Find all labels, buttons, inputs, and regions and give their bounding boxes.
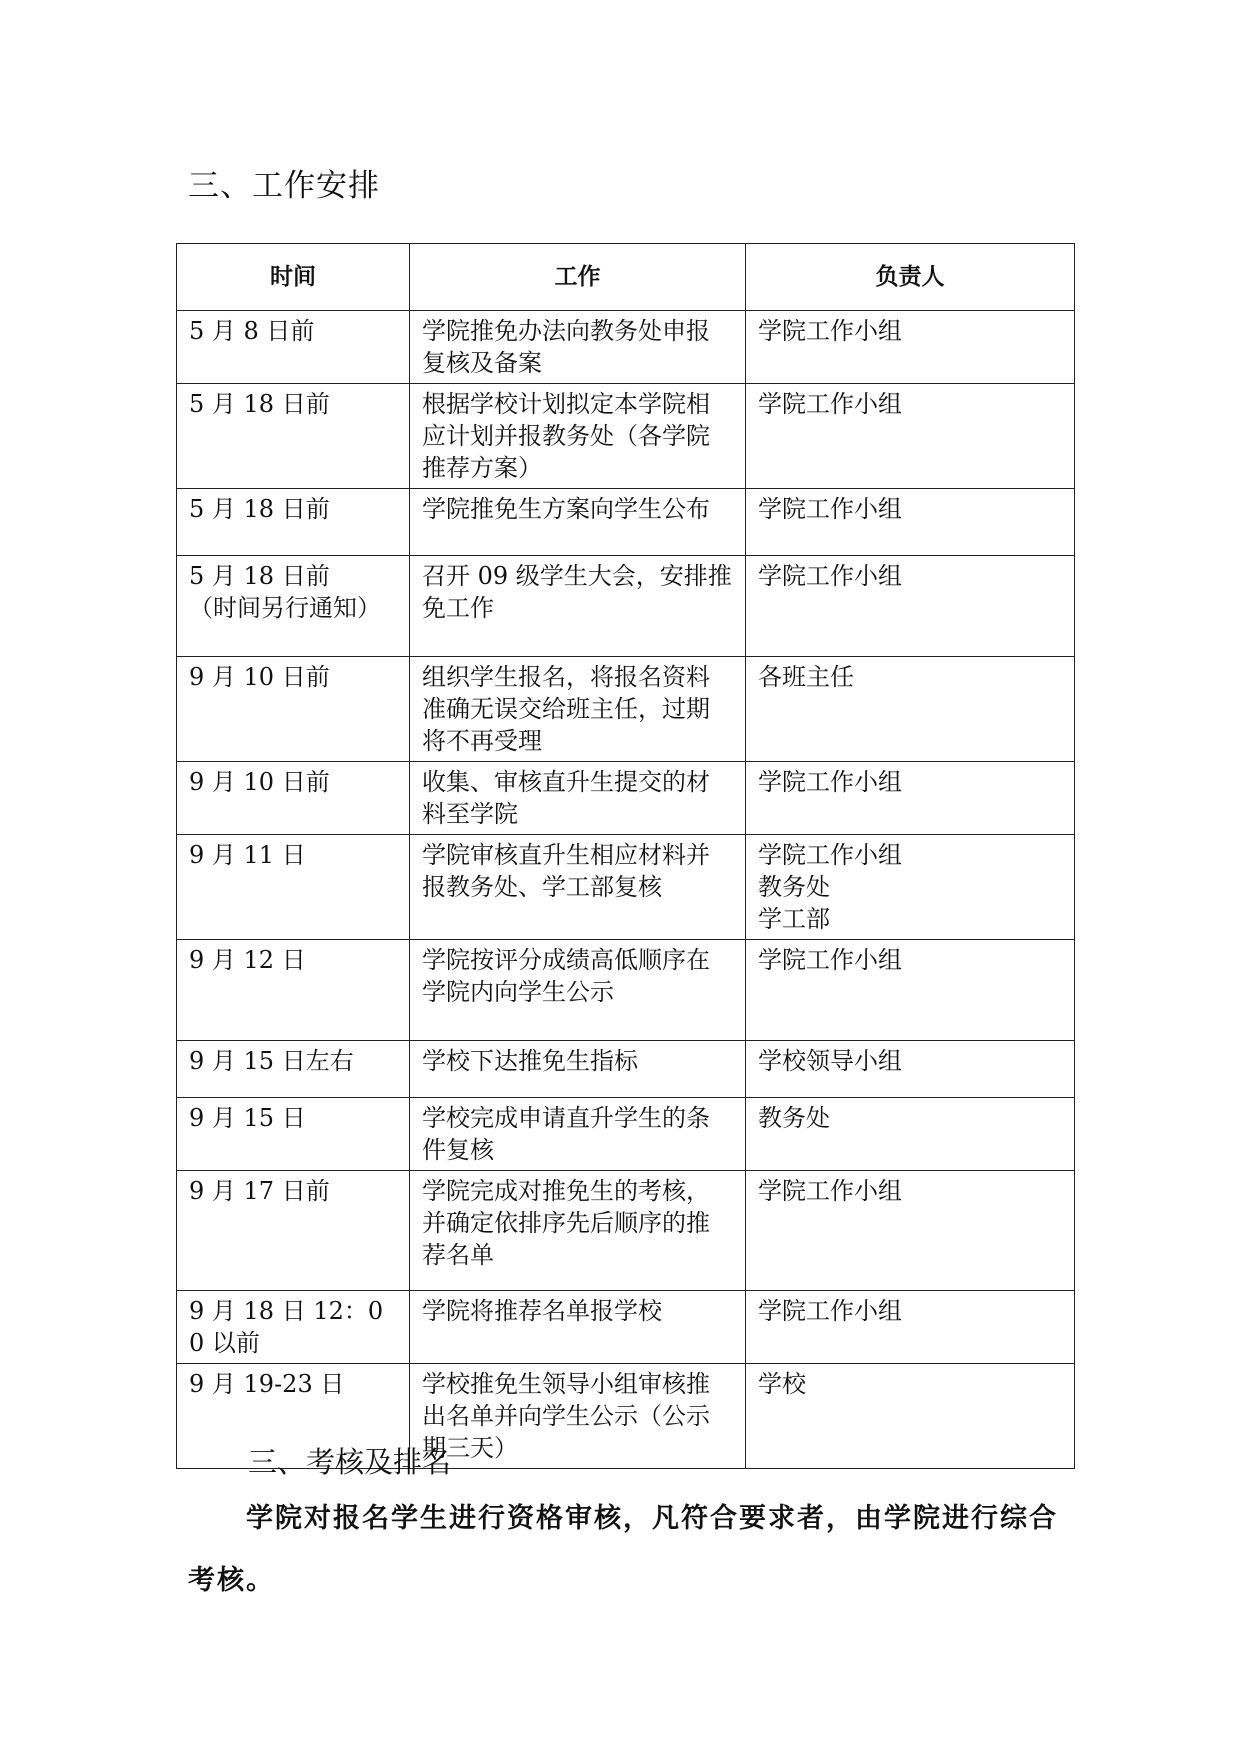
header-owner: 负责人 xyxy=(746,244,1075,311)
time-text: 5 月 18 日前 xyxy=(189,562,330,590)
cell-owner xyxy=(746,489,1075,556)
table-row xyxy=(177,556,1075,657)
owner-text: 学院工作小组 xyxy=(758,495,902,523)
cell-owner xyxy=(746,1291,1075,1364)
time-text: 9 月 10 日前 xyxy=(189,768,330,796)
time-text: 5 月 8 日前 xyxy=(189,317,315,345)
owner-text: 教务处 xyxy=(758,1104,830,1132)
cell-work: 学校下达推免生指标 xyxy=(410,1041,746,1098)
table-row xyxy=(177,940,1075,1041)
cell-time xyxy=(177,489,410,556)
table-row xyxy=(177,384,1075,489)
cell-time xyxy=(177,657,410,762)
header-work: 工作 xyxy=(410,244,746,311)
cell-work: 召开 09 级学生大会，安排推免工作 xyxy=(410,556,746,657)
owner-text: 各班主任 xyxy=(758,663,854,691)
owner-text: 学校领导小组 xyxy=(758,1047,902,1075)
cell-work: 组织学生报名，将报名资料准确无误交给班主任，过期将不再受理 xyxy=(410,657,746,762)
owner-text: 学院工作小组 xyxy=(758,768,902,796)
time-text: 5 月 18 日前 xyxy=(189,390,330,418)
assessment-paragraph: 学院对报名学生进行资格审核，凡符合要求者，由学院进行综合考核。 xyxy=(188,1503,1058,1596)
section2-title: 三、考核及排名 xyxy=(248,1445,452,1479)
cell-owner xyxy=(746,311,1075,384)
table-row xyxy=(177,311,1075,384)
cell-owner xyxy=(746,1041,1075,1098)
time-text: 9 月 12 日 xyxy=(189,946,306,974)
time-text: 9 月 19-23 日 xyxy=(189,1370,345,1398)
cell-time xyxy=(177,556,410,657)
cell-owner xyxy=(746,657,1075,762)
cell-owner xyxy=(746,1171,1075,1291)
owner-text: 学院工作小组 xyxy=(758,390,902,418)
cell-time xyxy=(177,384,410,489)
table-row xyxy=(177,657,1075,762)
section-title: 三、工作安排 xyxy=(188,168,380,204)
header-time: 时间 xyxy=(177,244,410,311)
cell-owner xyxy=(746,1098,1075,1171)
time-text: （时间另行通知） xyxy=(189,594,381,622)
cell-work: 根据学校计划拟定本学院相应计划并报教务处（各学院推荐方案） xyxy=(410,384,746,489)
owner-text: 学院工作小组 xyxy=(758,317,902,345)
time-text: 9 月 11 日 xyxy=(189,841,306,869)
cell-work: 学院完成对推免生的考核，并确定依排序先后顺序的推荐名单 xyxy=(410,1171,746,1291)
cell-work: 学院按评分成绩高低顺序在学院内向学生公示 xyxy=(410,940,746,1041)
cell-work: 学院推免生方案向学生公布 xyxy=(410,489,746,556)
cell-owner xyxy=(746,835,1075,940)
owner-text: 教务处 xyxy=(758,873,830,901)
cell-work: 学校完成申请直升学生的条件复核 xyxy=(410,1098,746,1171)
cell-time xyxy=(177,1098,410,1171)
cell-time xyxy=(177,1041,410,1098)
cell-owner xyxy=(746,1364,1075,1469)
cell-time xyxy=(177,835,410,940)
time-text: 9 月 18 日 12：00 以前 xyxy=(189,1297,384,1357)
cell-work: 学院推免办法向教务处申报复核及备案 xyxy=(410,311,746,384)
cell-time xyxy=(177,762,410,835)
time-text: 9 月 15 日 xyxy=(189,1104,306,1132)
cell-time xyxy=(177,1171,410,1291)
cell-owner xyxy=(746,762,1075,835)
cell-owner xyxy=(746,940,1075,1041)
table-row xyxy=(177,1291,1075,1364)
table-row xyxy=(177,835,1075,940)
owner-text: 学院工作小组 xyxy=(758,946,902,974)
owner-text: 学院工作小组 xyxy=(758,562,902,590)
cell-owner xyxy=(746,556,1075,657)
cell-time xyxy=(177,1291,410,1364)
time-text: 9 月 10 日前 xyxy=(189,663,330,691)
cell-time xyxy=(177,940,410,1041)
cell-work: 学院将推荐名单报学校 xyxy=(410,1291,746,1364)
time-text: 9 月 17 日前 xyxy=(189,1177,330,1205)
time-text: 9 月 15 日左右 xyxy=(189,1047,354,1075)
table-row xyxy=(177,489,1075,556)
owner-text: 学校 xyxy=(758,1370,806,1398)
table-row xyxy=(177,1171,1075,1291)
table-row xyxy=(177,1041,1075,1098)
schedule-table xyxy=(176,243,1075,1469)
table-header-row xyxy=(177,244,1075,311)
cell-work: 学院审核直升生相应材料并报教务处、学工部复核 xyxy=(410,835,746,940)
owner-text: 学院工作小组 xyxy=(758,1297,902,1325)
cell-work: 学校推免生领导小组审核推出名单并向学生公示（公示期三天） xyxy=(410,1364,746,1469)
time-text: 5 月 18 日前 xyxy=(189,495,330,523)
owner-text: 学院工作小组 xyxy=(758,1177,902,1205)
owner-text: 学院工作小组 xyxy=(758,841,902,869)
cell-owner xyxy=(746,384,1075,489)
cell-work: 收集、审核直升生提交的材料至学院 xyxy=(410,762,746,835)
owner-text: 学工部 xyxy=(758,905,830,933)
table-row xyxy=(177,1098,1075,1171)
cell-time xyxy=(177,311,410,384)
table-row xyxy=(177,762,1075,835)
